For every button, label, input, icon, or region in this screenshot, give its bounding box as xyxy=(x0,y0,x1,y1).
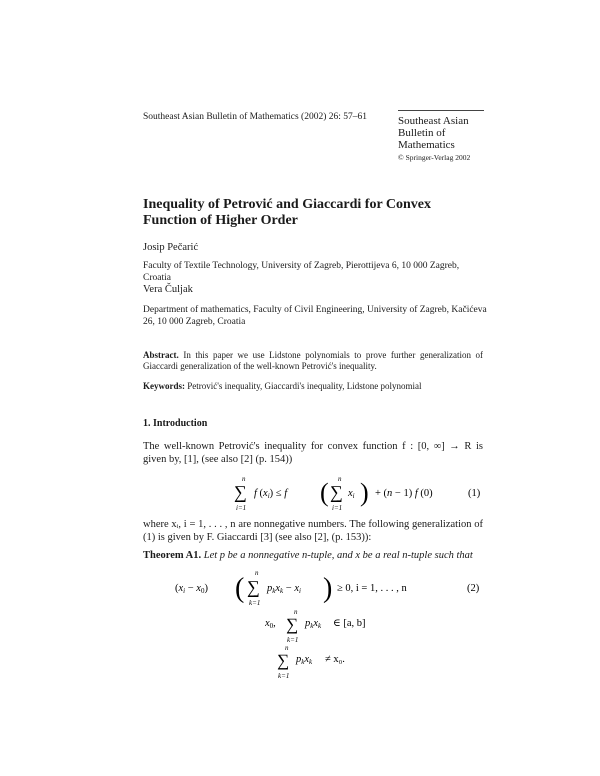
svg-text:n: n xyxy=(338,475,342,483)
equation-2-tail: ≥ 0, i = 1, . . . , n xyxy=(337,583,407,594)
svg-text:pkxk: pkxk xyxy=(296,654,313,666)
author-1-affiliation: Faculty of Textile Technology, University of Zagreb, Pierottijeva 6, 10 000 Zagreb, Croatia xyxy=(143,261,460,283)
svg-text:n: n xyxy=(285,644,289,652)
svg-text:∑: ∑ xyxy=(234,482,247,502)
svg-text:n: n xyxy=(255,569,259,577)
svg-text:(xi − x0): (xi − x0) xyxy=(175,583,208,595)
equation-4 xyxy=(275,644,395,684)
brand-line-2: Bulletin of xyxy=(398,127,446,139)
svg-text:xi: xi xyxy=(348,488,355,500)
svg-text:k=1: k=1 xyxy=(249,599,261,607)
keywords-label: Keywords: xyxy=(143,381,185,391)
svg-text:x0,: x0, xyxy=(265,618,276,630)
svg-text:f (xi) ≤ f: f (xi) ≤ f xyxy=(254,488,288,500)
abstract-label: Abstract. xyxy=(143,350,179,360)
svg-text:∑: ∑ xyxy=(330,482,343,502)
equation-1 xyxy=(220,472,490,516)
theorem-text: Let p be a nonnegative n-tuple, and x be a real n-tuple such that xyxy=(203,550,473,561)
paragraph-2: where xᵢ, i = 1, . . . , n are nonnegative numbers. The following generalization of (1) is given by F. Giaccardi [3] (see also [2], (p. 153)): xyxy=(143,519,483,543)
svg-text:i=1: i=1 xyxy=(236,504,247,512)
author-2-affiliation: Department of mathematics, Faculty of Civil Engineering, University of Zagreb, Kačićeva 26, 10 000 Zagreb, Croatia xyxy=(143,305,487,327)
svg-text:+ (n − 1) f (0): + (n − 1) f (0) xyxy=(375,488,433,499)
svg-text:(: ( xyxy=(235,573,245,604)
svg-text:): ) xyxy=(323,573,333,604)
author-1-name: Josip Pečarić xyxy=(143,242,199,253)
theorem-label: Theorem A1. xyxy=(143,550,202,561)
copyright: © Springer-Verlag 2002 xyxy=(398,153,471,162)
svg-text:∑: ∑ xyxy=(247,577,260,597)
equation-2-number: (2) xyxy=(467,583,480,594)
journal-brand xyxy=(398,110,484,162)
svg-text:∑: ∑ xyxy=(277,651,290,670)
svg-text:i=1: i=1 xyxy=(332,504,343,512)
equation-1-number: (1) xyxy=(468,488,481,499)
brand-line-1: Southeast Asian xyxy=(398,115,469,127)
svg-text:k=1: k=1 xyxy=(278,672,290,680)
equation-4-tail: ≠ x₀. xyxy=(325,654,345,665)
svg-text:pkxk: pkxk xyxy=(305,618,322,630)
abstract xyxy=(143,350,483,372)
theorem-a1 xyxy=(143,550,483,561)
paper-title: Inequality of Petrović and Giaccardi for Convex Function of Higher Order xyxy=(143,197,432,228)
svg-text:): ) xyxy=(360,478,369,507)
svg-text:∑: ∑ xyxy=(286,615,299,634)
equation-2 xyxy=(175,566,490,612)
brand-line-3: Mathematics xyxy=(398,139,455,151)
keywords-text: Petrović's inequality, Giaccardi's inequality, Lidstone polynomial xyxy=(187,381,422,391)
svg-text:k=1: k=1 xyxy=(287,636,299,644)
section-heading: 1. Introduction xyxy=(143,418,208,429)
keywords xyxy=(143,381,483,391)
equation-3 xyxy=(265,608,405,648)
paragraph-1: The well-known Petrović's inequality for convex function f : [0, ∞] → R is given by, [1], (see also [2] (p. 154)) xyxy=(143,441,483,465)
svg-text:(: ( xyxy=(320,478,329,507)
author-2-name: Vera Čuljak xyxy=(143,284,193,295)
svg-text:n: n xyxy=(242,475,246,483)
svg-text:n: n xyxy=(294,608,298,616)
abstract-text: In this paper we use Lidstone polynomials to prove further generalization of Giaccardi generalization of the well-known Petrović's inequality. xyxy=(143,350,484,371)
journal-citation: Southeast Asian Bulletin of Mathematics (2002) 26: 57–61 xyxy=(143,112,368,122)
svg-text:pkxk − xi: pkxk − xi xyxy=(267,583,301,595)
equation-3-tail: ∈ [a, b] xyxy=(333,618,366,629)
